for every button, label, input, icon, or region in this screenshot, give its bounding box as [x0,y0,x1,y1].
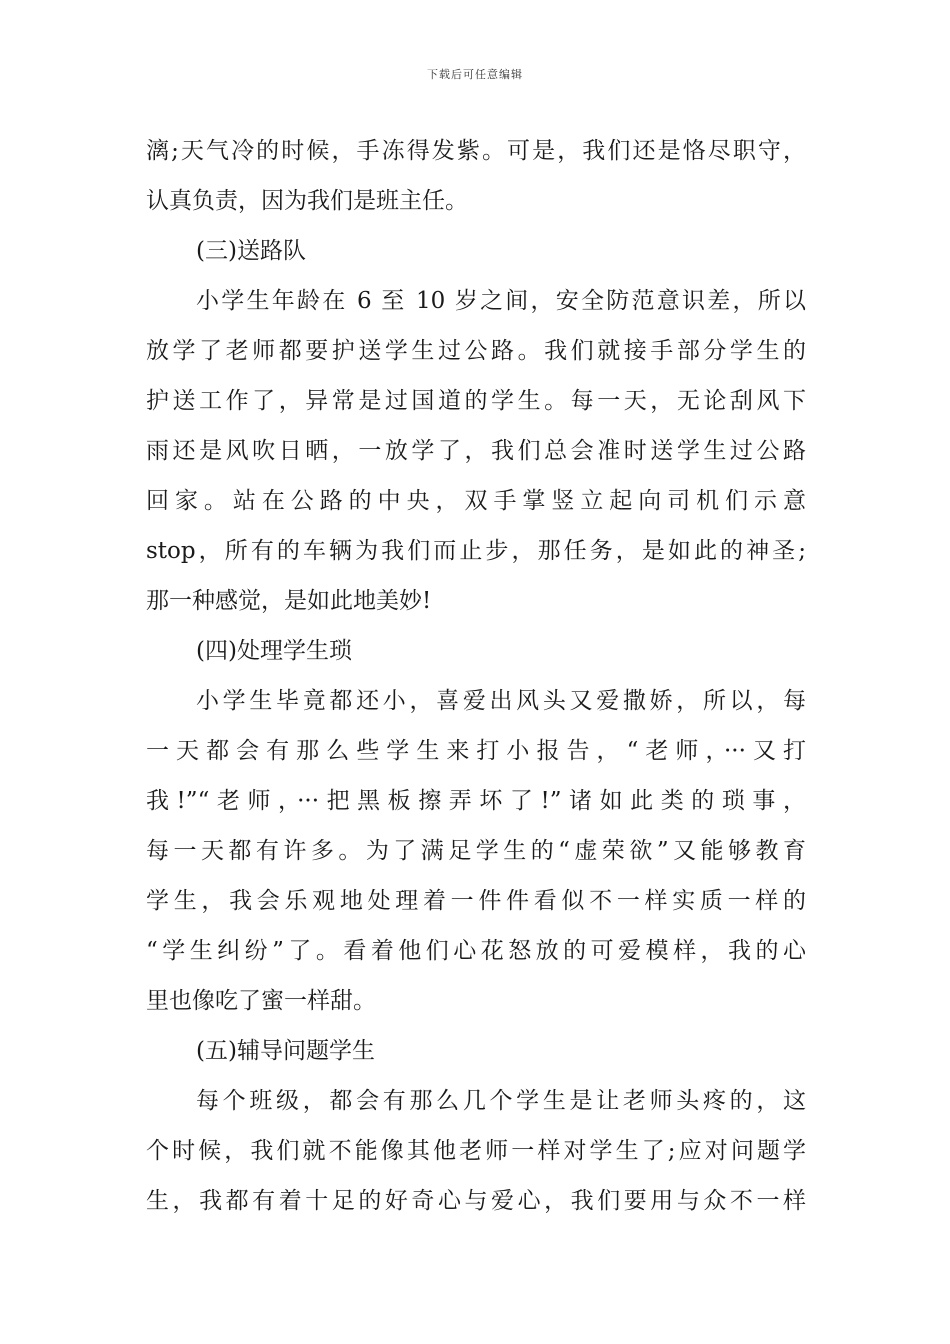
page-header: 下载后可任意编辑 [427,68,523,81]
body-line: 认真负责，因为我们是班主任。 [146,188,468,214]
body-line: 里也像吃了蜜一样甜。 [146,988,376,1014]
body-line: 雨还是风吹日晒，一放学了，我们总会准时送学生过公路 [146,438,806,464]
body-line: 小学生年龄在 6 至 10 岁之间，安全防范意识差，所以 [196,288,806,314]
body-line: 小学生毕竟都还小，喜爱出风头又爱撒娇，所以，每 [196,688,806,714]
body-line: 那一种感觉，是如此地美妙! [146,588,432,614]
body-line: 护送工作了，异常是过国道的学生。每一天，无论刮风下 [146,388,806,414]
body-line: 学生，我会乐观地处理着一件件看似不一样实质一样的 [146,888,806,914]
body-line: 放学了老师都要护送学生过公路。我们就接手部分学生的 [146,338,806,364]
body-line: stop，所有的车辆为我们而止步，那任务，是如此的神圣; [146,538,806,564]
document-body [146,126,806,1226]
body-line: 一天都会有那么些学生来打小报告，“老师，···又打 [146,738,806,764]
section-heading: (四)处理学生琐 [196,638,352,664]
body-line: 回家。站在公路的中央，双手掌竖立起向司机们示意 [146,488,806,514]
section-heading: (五)辅导问题学生 [196,1038,375,1064]
body-line: 每个班级，都会有那么几个学生是让老师头疼的，这 [196,1088,806,1114]
section-heading: (三)送路队 [196,238,306,264]
body-line: 我!”“老师，···把黑板擦弄坏了!”诸如此类的琐事， [146,788,806,814]
body-line: 漓;天气冷的时候，手冻得发紫。可是，我们还是恪尽职守， [146,138,806,164]
body-line: 生，我都有着十足的好奇心与爱心，我们要用与众不一样 [146,1188,806,1214]
body-line: 个时候，我们就不能像其他老师一样对学生了;应对问题学 [146,1138,806,1164]
body-line: “学生纠纷”了。看着他们心花怒放的可爱模样，我的心 [146,938,806,964]
body-line: 每一天都有许多。为了满足学生的“虚荣欲”又能够教育 [146,838,806,864]
